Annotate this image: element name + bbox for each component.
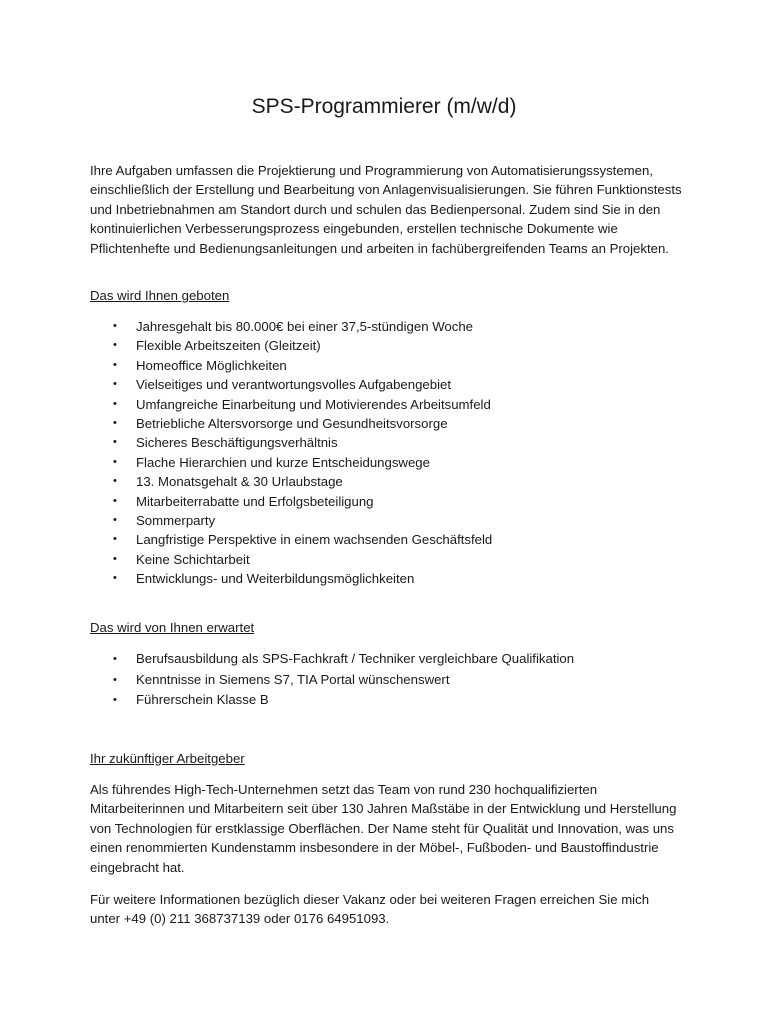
bullet-icon: •	[113, 358, 117, 371]
bullet-icon: •	[113, 673, 117, 686]
list-item	[90, 569, 682, 588]
employer-paragraph: Als führendes High-Tech-Unternehmen setzt das Team von rund 230 hochqualifizierten Mitarbeiterinnen und Mitarbeitern seit über 130 Jahren Maßstäbe in der Entwicklung und Herstellung von Technologien für erstklassige Oberflächen. Der Name steht für Qualität und Innovation, was uns einen renommierten Kundenstamm insbesondere in der Möbel-, Fußboden- und Baustoffindustrie eingebracht hat.	[90, 782, 677, 875]
requirements-list	[90, 649, 682, 711]
list-item	[90, 433, 682, 452]
bullet-icon: •	[113, 339, 117, 352]
bullet-icon: •	[113, 533, 117, 546]
page-title: SPS-Programmierer (m/w/d)	[251, 95, 517, 118]
list-item	[90, 550, 682, 569]
list-item-text: Sicheres Beschäftigungsverhältnis	[136, 435, 338, 451]
list-item	[90, 336, 682, 355]
bullet-icon: •	[113, 475, 117, 488]
list-item-text: Flexible Arbeitszeiten (Gleitzeit)	[136, 338, 321, 354]
list-item-text: Jahresgehalt bis 80.000€ bei einer 37,5-stündigen Woche	[136, 319, 474, 334]
bullet-icon: •	[113, 417, 117, 430]
list-item	[90, 375, 682, 394]
list-item	[90, 453, 682, 472]
bullet-icon: •	[113, 694, 117, 707]
list-item	[90, 395, 682, 414]
list-item-text: Berufsausbildung als SPS-Fachkraft / Techniker vergleichbare Qualifikation	[136, 651, 575, 666]
requirements-heading: Das wird von Ihnen erwartet	[90, 620, 255, 635]
list-item-text: Mitarbeiterrabatte und Erfolgsbeteiligung	[136, 493, 374, 509]
list-item	[90, 317, 682, 336]
list-item-text: 13. Monatsgehalt & 30 Urlaubstage	[136, 474, 343, 490]
list-item	[90, 356, 682, 375]
intro-paragraph: Ihre Aufgaben umfassen die Projektierung und Programmierung von Automatisierungssystemen, einschließlich der Erstellung und Bearbeitung von Anlagenvisualisierungen. Sie führen Funktionstests und Inbetriebnahmen am Standort durch und schulen das Bedienpersonal. Zudem sind Sie in den kontinuierlichen Verbesserungsprozess eingebunden, erstellen technische Dokumente wie Pflichtenhefte und Bedienungsanleitungen und arbeiten in fachübergreifenden Teams an Projekten.	[90, 163, 682, 256]
bullet-icon: •	[113, 494, 117, 507]
bullet-icon: •	[113, 653, 117, 665]
bullet-icon: •	[113, 397, 117, 410]
list-item	[90, 511, 682, 530]
bullet-icon: •	[113, 320, 117, 332]
list-item	[90, 492, 682, 511]
list-item-text: Sommerparty	[136, 513, 216, 529]
bullet-icon: •	[113, 514, 117, 527]
list-item	[90, 690, 682, 711]
benefits-list	[90, 317, 682, 589]
list-item-text: Führerschein Klasse B	[136, 692, 269, 708]
list-item-text: Langfristige Perspektive in einem wachsenden Geschäftsfeld	[136, 532, 493, 548]
bullet-icon: •	[113, 378, 117, 391]
list-item-text: Betriebliche Altersvorsorge und Gesundheitsvorsorge	[136, 416, 448, 432]
list-item	[90, 530, 682, 549]
list-item-text: Umfangreiche Einarbeitung und Motivierendes Arbeitsumfeld	[136, 396, 491, 412]
list-item-text: Entwicklungs- und Weiterbildungsmöglichkeiten	[136, 571, 415, 587]
bullet-icon: •	[113, 455, 117, 468]
bullet-icon: •	[113, 572, 117, 585]
bullet-icon: •	[113, 552, 117, 565]
list-item-text: Vielseitiges und verantwortungsvolles Aufgabengebiet	[136, 377, 452, 393]
bullet-icon: •	[113, 436, 117, 449]
list-item-text: Keine Schichtarbeit	[136, 551, 250, 567]
list-item	[90, 472, 682, 491]
list-item	[90, 649, 682, 670]
employer-heading: Ihr zukünftiger Arbeitgeber	[90, 751, 245, 766]
contact-paragraph: Für weitere Informationen bezüglich dieser Vakanz oder bei weiteren Fragen erreichen Sie mich unter +49 (0) 211 368737139 oder 0176 64951093.	[90, 892, 650, 927]
list-item	[90, 414, 682, 433]
list-item-text: Kenntnisse in Siemens S7, TIA Portal wünschenswert	[136, 671, 450, 687]
list-item-text: Homeoffice Möglichkeiten	[136, 357, 287, 373]
list-item-text: Flache Hierarchien und kurze Entscheidungswege	[136, 454, 430, 470]
list-item	[90, 670, 682, 691]
benefits-heading: Das wird Ihnen geboten	[90, 288, 230, 303]
